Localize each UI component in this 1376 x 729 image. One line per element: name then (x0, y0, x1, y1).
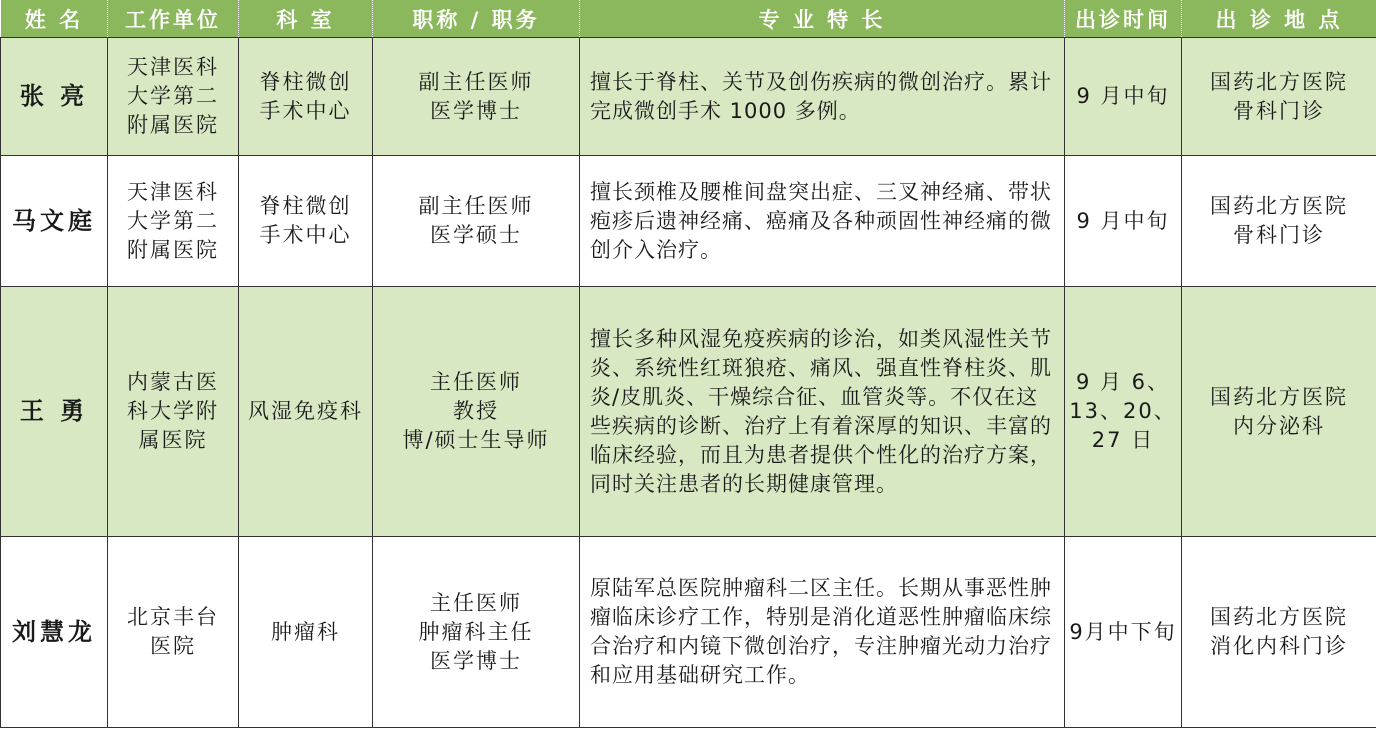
department: 脊柱微创 手术中心 (239, 38, 373, 156)
job-title: 副主任医师 医学博士 (373, 38, 580, 156)
specialty: 擅长于脊柱、关节及创伤疾病的微创治疗。累计完成微创手术 1000 多例。 (580, 38, 1065, 156)
clinic-time: 9 月中旬 (1065, 156, 1182, 287)
doctor-name: 马文庭 (1, 156, 108, 287)
clinic-location: 国药北方医院 骨科门诊 (1182, 38, 1376, 156)
clinic-location: 国药北方医院 骨科门诊 (1182, 156, 1376, 287)
doctor-name: 张 亮 (1, 38, 108, 156)
department: 肿瘤科 (239, 537, 373, 728)
header-clinic-time: 出诊时间 (1065, 0, 1182, 38)
header-row (1, 0, 1376, 38)
table-row (1, 156, 1376, 287)
header-title: 职称 / 职务 (373, 0, 580, 38)
clinic-location: 国药北方医院 消化内科门诊 (1182, 537, 1376, 728)
work-unit: 天津医科 大学第二 附属医院 (108, 156, 239, 287)
specialty: 擅长多种风湿免疫疾病的诊治，如类风湿性关节炎、系统性红斑狼疮、痛风、强直性脊柱炎、肌炎/皮肌炎、干燥综合征、血管炎等。不仅在这些疾病的诊断、治疗上有着深厚的知识、丰富的临床经验，而且为患者提供个性化的治疗方案，同时关注患者的长期健康管理。 (580, 287, 1065, 537)
specialty: 原陆军总医院肿瘤科二区主任。长期从事恶性肿瘤临床诊疗工作，特别是消化道恶性肿瘤临床综合治疗和内镜下微创治疗，专注肿瘤光动力治疗和应用基础研究工作。 (580, 537, 1065, 728)
header-unit: 工作单位 (108, 0, 239, 38)
header-department: 科 室 (239, 0, 373, 38)
doctor-name: 王 勇 (1, 287, 108, 537)
table-row (1, 537, 1376, 728)
specialty: 擅长颈椎及腰椎间盘突出症、三叉神经痛、带状疱疹后遗神经痛、癌痛及各种顽固性神经痛的微创介入治疗。 (580, 156, 1065, 287)
clinic-time: 9 月 6、 13、20、 27 日 (1065, 287, 1182, 537)
clinic-time: 9 月中旬 (1065, 38, 1182, 156)
clinic-time: 9月中下旬 (1065, 537, 1182, 728)
header-clinic-location: 出 诊 地 点 (1182, 0, 1376, 38)
job-title: 主任医师 肿瘤科主任 医学博士 (373, 537, 580, 728)
work-unit: 内蒙古医 科大学附 属医院 (108, 287, 239, 537)
table-row (1, 38, 1376, 156)
work-unit: 天津医科 大学第二 附属医院 (108, 38, 239, 156)
job-title: 主任医师 教授 博/硕士生导师 (373, 287, 580, 537)
job-title: 副主任医师 医学硕士 (373, 156, 580, 287)
department: 风湿免疫科 (239, 287, 373, 537)
doctor-name: 刘慧龙 (1, 537, 108, 728)
header-name: 姓 名 (1, 0, 108, 38)
header-specialty: 专 业 特 长 (580, 0, 1065, 38)
work-unit: 北京丰台 医院 (108, 537, 239, 728)
clinic-location: 国药北方医院 内分泌科 (1182, 287, 1376, 537)
table-row (1, 287, 1376, 537)
department: 脊柱微创 手术中心 (239, 156, 373, 287)
